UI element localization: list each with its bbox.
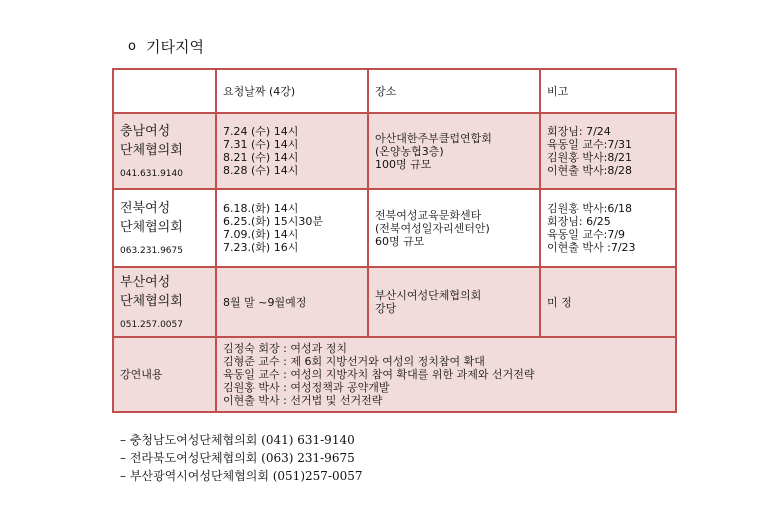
region-cell — [113, 189, 216, 267]
date-line: 7.23.(화) 16시 — [223, 241, 299, 254]
footnote-line: – 충청남도여성단체협의회 (041) 631-9140 — [120, 433, 355, 447]
note-line: 이현출 박사:8/28 — [547, 164, 633, 177]
table-row — [113, 189, 676, 267]
lecture-line: 이현출 박사 : 선거법 및 선거전략 — [223, 394, 383, 407]
lecture-label: 강연내용 — [113, 337, 216, 412]
note-line: 회장님: 6/25 — [547, 215, 611, 228]
region-phone: 051.257.0057 — [120, 319, 183, 330]
header-place: 장소 — [368, 69, 540, 113]
notes-cell — [540, 189, 676, 267]
dates-cell — [216, 267, 368, 337]
place-line: (온양농협3층) — [375, 144, 444, 158]
date-line: 8.28 (수) 14시 — [223, 164, 299, 177]
region-cell — [113, 267, 216, 337]
place-line: 아산대한주부클럽연합회 — [375, 131, 492, 145]
place-line: 부산시여성단체협의회 — [375, 289, 482, 302]
date-line: 8.21 (수) 14시 — [223, 151, 299, 164]
notes-cell — [540, 267, 676, 337]
note-line: 이현출 박사 :7/23 — [547, 241, 636, 254]
lecture-content-cell — [216, 337, 676, 412]
place-line: 100명 규모 — [375, 157, 432, 171]
region-name-line2: 단체협의회 — [120, 293, 183, 309]
region-cell — [113, 113, 216, 189]
note-line: 육동일 교수:7/9 — [547, 228, 626, 241]
table-row — [113, 267, 676, 337]
region-phone: 041.631.9140 — [120, 168, 183, 179]
date-line: 6.25.(화) 15시30분 — [223, 215, 323, 228]
place-line: 60명 규모 — [375, 234, 425, 248]
header-notes: 비고 — [540, 69, 676, 113]
notes-cell — [540, 113, 676, 189]
table-row — [113, 113, 676, 189]
lecture-line: 김원홍 박사 : 여성정책과 공약개발 — [223, 381, 390, 394]
heading-title: 기타지역 — [145, 38, 204, 56]
place-line: (전북여성일자리센터안) — [375, 221, 490, 235]
dates-cell — [216, 189, 368, 267]
dates-cell — [216, 113, 368, 189]
lecture-line: 김정숙 회장 : 여성과 정치 — [223, 342, 347, 355]
header-empty-cell — [113, 69, 216, 113]
place-line: 전북여성교육문화센타 — [375, 208, 482, 222]
note-line: 회장님: 7/24 — [547, 125, 611, 138]
date-line: 7.09.(화) 14시 — [223, 228, 299, 241]
place-cell — [368, 113, 540, 189]
place-line: 강당 — [375, 302, 397, 315]
region-name-line1: 충남여성 — [120, 123, 171, 139]
note-line: 육동일 교수:7/31 — [547, 138, 633, 151]
place-cell — [368, 189, 540, 267]
lecture-line: 김형준 교수 : 제 6회 지방선거와 여성의 정치참여 확대 — [223, 355, 485, 368]
footnotes — [120, 431, 363, 485]
note-line: 김원홍 박사:6/18 — [547, 202, 633, 215]
date-line: 7.24 (수) 14시 — [223, 125, 299, 138]
region-name-line2: 단체협의회 — [120, 219, 183, 235]
place-cell — [368, 267, 540, 337]
region-phone: 063.231.9675 — [120, 245, 183, 256]
lecture-row — [113, 337, 676, 412]
note-line: 미 정 — [547, 295, 572, 309]
note-line: 김원홍 박사:8/21 — [547, 151, 633, 164]
date-line: 8월 말 ~9월예정 — [223, 295, 307, 309]
table-header-row — [113, 69, 676, 113]
header-date: 요청날짜 (4강) — [216, 69, 368, 113]
region-name-line1: 전북여성 — [120, 200, 171, 216]
lecture-line: 육동일 교수 : 여성의 지방자치 참여 확대를 위한 과제와 선거전략 — [223, 368, 535, 381]
schedule-table — [112, 68, 677, 413]
region-name-line2: 단체협의회 — [120, 142, 183, 158]
date-line: 7.31 (수) 14시 — [223, 138, 299, 151]
date-line: 6.18.(화) 14시 — [223, 202, 299, 215]
footnote-line: – 부산광역시여성단체협의회 (051)257-0057 — [120, 469, 363, 483]
heading-bullet: o — [128, 39, 136, 54]
region-name-line1: 부산여성 — [120, 274, 171, 290]
section-heading — [128, 36, 204, 57]
footnote-line: – 전라북도여성단체협의회 (063) 231-9675 — [120, 451, 355, 465]
